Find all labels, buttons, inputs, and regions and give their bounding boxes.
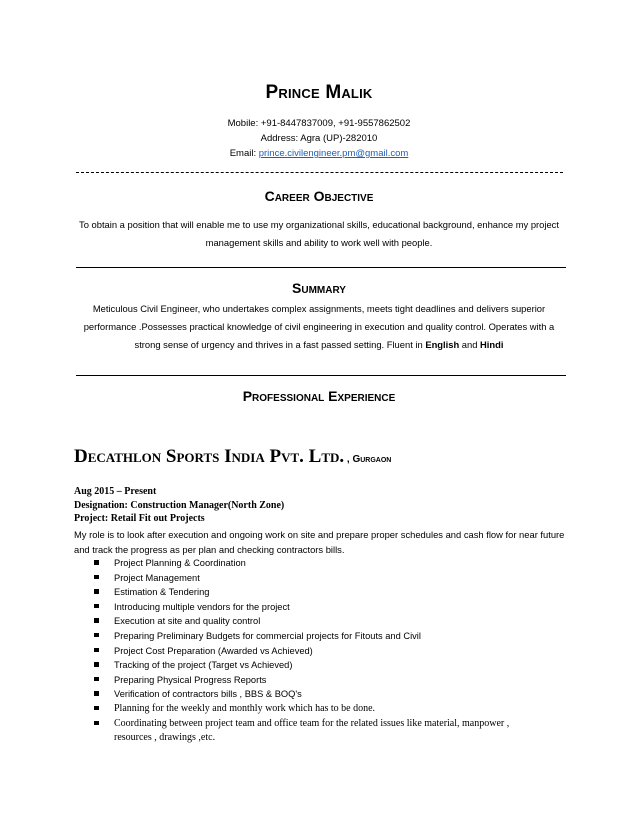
employment-period: Aug 2015 – Present [74, 486, 157, 497]
designation: Designation: Construction Manager(North Zone) [74, 500, 285, 511]
square-bullet-icon [94, 575, 99, 580]
summary-body: Meticulous Civil Engineer, who undertakes complex assignments, meets tight deadlines and delivers superior performance .Possesses practical knowledge of civil engineering in execution and quality control. Operates with a strong sense of urgency and thrives in a fast passed setting. Fluent in [83, 303, 555, 350]
responsibility-item [92, 687, 534, 702]
square-bullet-icon [94, 721, 99, 726]
square-bullet-icon [94, 604, 99, 609]
square-bullet-icon [94, 706, 99, 711]
responsibility-text: Preparing Preliminary Budgets for commercial projects for Fitouts and Civil [114, 630, 421, 641]
responsibility-item [92, 644, 534, 659]
responsibility-item [92, 673, 534, 688]
responsibility-text: Project Management [114, 572, 200, 583]
responsibility-text: Verification of contractors bills , BBS & BOQ's [114, 689, 302, 700]
square-bullet-icon [94, 662, 99, 667]
section-divider [76, 375, 566, 376]
company-name-line [74, 446, 391, 468]
responsibility-item [92, 571, 534, 586]
section-divider [76, 267, 566, 268]
email-label: Email: [229, 148, 259, 159]
responsibility-text: Project Cost Preparation (Awarded vs Achieved) [114, 645, 313, 656]
company-name: Decathlon Sports India Pvt. Ltd. [74, 446, 345, 467]
responsibility-text: Execution at site and quality control [114, 616, 261, 627]
responsibility-text: Coordinating between project team and office team for the related issues like material, manpower , resources , drawings ,etc. [114, 717, 510, 744]
square-bullet-icon [94, 677, 99, 682]
square-bullet-icon [94, 633, 99, 638]
project: Project: Retail Fit out Projects [74, 513, 205, 524]
professional-experience-heading: Professional Experience [242, 388, 396, 404]
square-bullet-icon [94, 691, 99, 696]
email-line [0, 148, 638, 159]
responsibility-item [92, 658, 534, 673]
responsibility-item [92, 717, 534, 746]
company-location: , Gurgaon [344, 454, 392, 465]
responsibility-text: Planning for the weekly and monthly work which has to be done. [114, 702, 376, 714]
language-hindi: Hindi [480, 339, 504, 350]
responsibility-text: Estimation & Tendering [114, 587, 210, 598]
responsibilities-list [92, 556, 534, 746]
career-objective-text: To obtain a position that will enable me to use my organizational skills, educational background, enhance my project management skills and ability to work well with people. [79, 219, 559, 248]
header-divider [76, 172, 563, 173]
responsibility-text: Project Planning & Coordination [114, 558, 246, 568]
career-objective-heading: Career Objective [264, 188, 374, 204]
square-bullet-icon [94, 589, 99, 594]
responsibility-item [92, 629, 534, 644]
summary-heading: Summary [292, 280, 346, 296]
square-bullet-icon [94, 560, 99, 565]
responsibility-text: Tracking of the project (Target vs Achieved) [114, 660, 293, 671]
summary-text [72, 300, 566, 354]
address-line: Address: Agra (UP)-282010 [260, 133, 378, 144]
summary-and: and [459, 339, 481, 350]
responsibility-text: Introducing multiple vendors for the project [114, 601, 290, 612]
language-english: English [425, 339, 460, 350]
responsibility-text: Preparing Physical Progress Reports [114, 674, 267, 685]
responsibility-item [92, 600, 534, 615]
mobile-line: Mobile: +91-8447837009, +91-9557862502 [227, 118, 411, 129]
responsibility-item [92, 585, 534, 600]
responsibility-item [92, 702, 534, 717]
square-bullet-icon [94, 648, 99, 653]
email-link[interactable]: prince.civilengineer.pm@gmail.com [258, 148, 409, 159]
responsibility-item [92, 614, 534, 629]
role-description: My role is to look after execution and ongoing work on site and prepare proper schedules and cash flow for near future and track the progress as per plan and checking contractors bills. [74, 529, 565, 555]
square-bullet-icon [94, 618, 99, 623]
candidate-name: Prince Malik [265, 82, 373, 103]
responsibility-item [92, 556, 534, 571]
